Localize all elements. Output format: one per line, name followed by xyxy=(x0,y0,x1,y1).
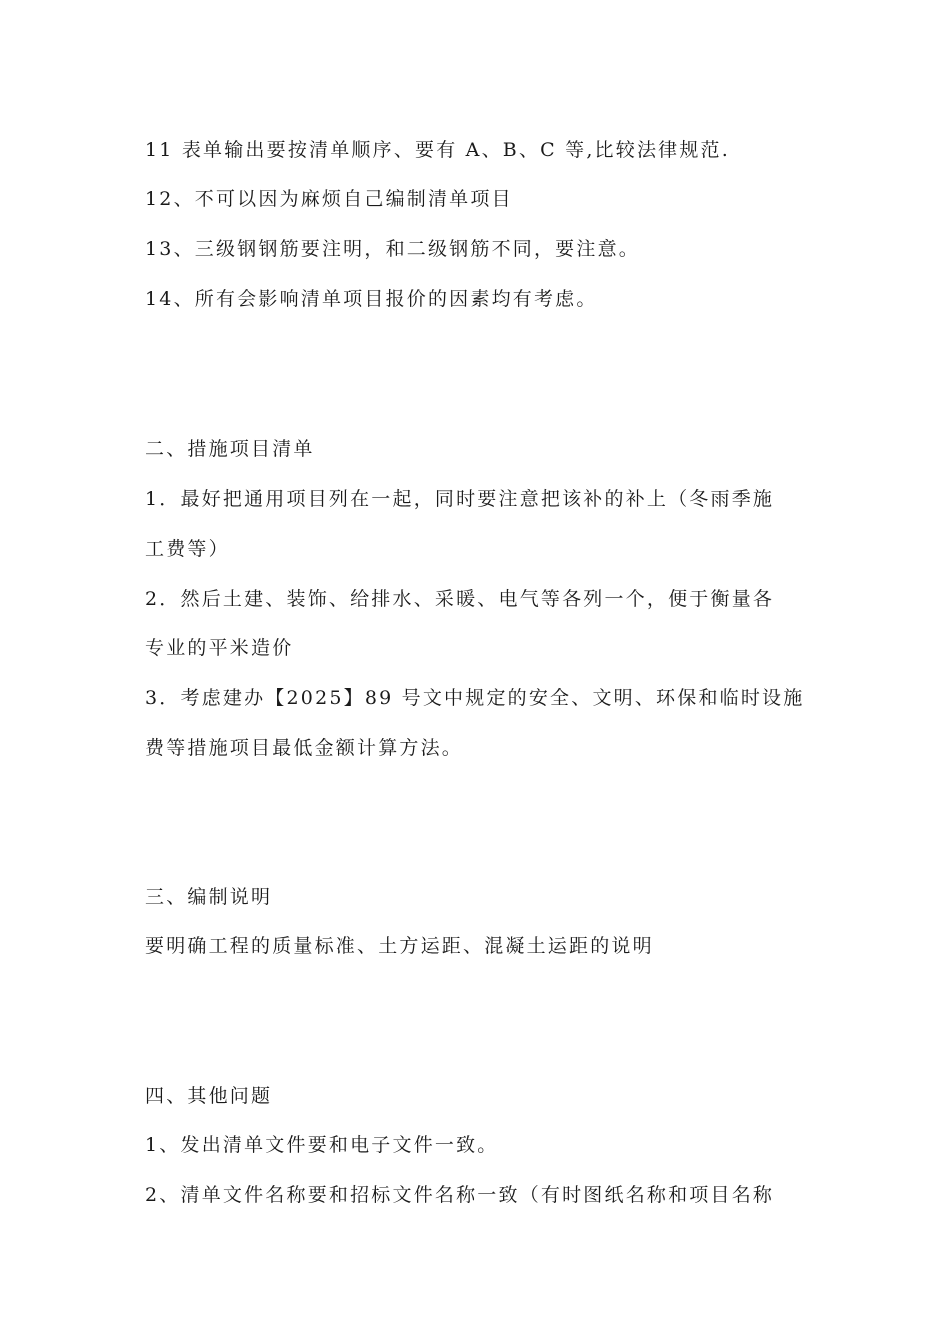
list-item-11: 11 表单输出要按清单顺序、要有 A、B、C 等,比较法律规范. xyxy=(145,139,730,161)
measures-item-1-line-1: 1．最好把通用项目列在一起，同时要注意把该补的补上（冬雨季施 xyxy=(145,488,775,510)
measures-item-3-line-2: 费等措施项目最低金额计算方法。 xyxy=(145,737,464,759)
section-heading-notes: 三、编制说明 xyxy=(145,886,273,908)
notes-body: 要明确工程的质量标准、土方运距、混凝土运距的说明 xyxy=(145,935,654,957)
section-heading-measures: 二、措施项目清单 xyxy=(145,438,315,460)
list-item-12: 12、不可以因为麻烦自己编制清单项目 xyxy=(145,188,513,210)
measures-item-1-line-2: 工费等） xyxy=(145,538,230,560)
other-item-1: 1、发出清单文件要和电子文件一致。 xyxy=(145,1134,499,1156)
list-item-14: 14、所有会影响清单项目报价的因素均有考虑。 xyxy=(145,288,598,310)
section-heading-other: 四、其他问题 xyxy=(145,1085,273,1107)
measures-item-3-line-1: 3．考虑建办【2025】89 号文中规定的安全、文明、环保和临时设施 xyxy=(145,687,805,709)
measures-item-2-line-2: 专业的平米造价 xyxy=(145,637,294,659)
measures-item-2-line-1: 2．然后土建、装饰、给排水、采暖、电气等各列一个，便于衡量各 xyxy=(145,588,775,610)
other-item-2-line-1: 2、清单文件名称要和招标文件名称一致（有时图纸名称和项目名称 xyxy=(145,1184,775,1206)
list-item-13: 13、三级钢钢筋要注明，和二级钢筋不同，要注意。 xyxy=(145,238,640,260)
